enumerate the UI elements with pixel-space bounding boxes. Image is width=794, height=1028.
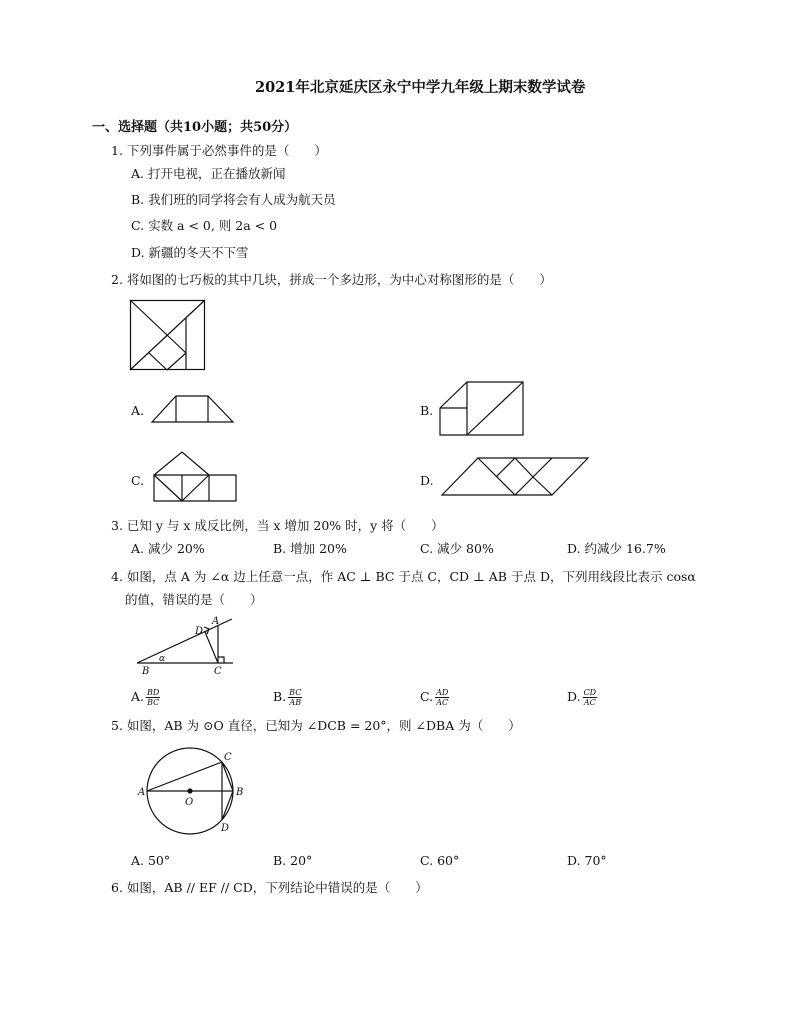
page-title: 2021年北京延庆区永宁中学九年级上期末数学试卷 xyxy=(255,79,586,96)
point-c-label: C xyxy=(224,752,232,763)
option-b-label: B. xyxy=(273,689,287,704)
tangram-figure xyxy=(130,300,205,370)
option-d-denominator: AC xyxy=(583,698,596,707)
option-d-label: D. xyxy=(567,689,581,704)
question-1-option-b: B. 我们班的同学将会有人成为航天员 xyxy=(131,192,336,207)
section-header: 一、选择题（共10小题；共50分） xyxy=(92,120,298,135)
question-3-option-d: D. 约减少 16.7% xyxy=(567,541,666,556)
option-a-trapezoid-figure xyxy=(150,394,235,424)
center-o-label: O xyxy=(185,797,194,808)
circle-figure xyxy=(137,746,252,838)
right-triangle-figure xyxy=(134,612,244,677)
question-1-option-c: C. 实数 a < 0, 则 2a < 0 xyxy=(131,218,278,233)
point-b-label: B xyxy=(142,666,150,677)
question-1-option-d: D. 新疆的冬天不下雪 xyxy=(131,245,249,260)
point-c-label: C xyxy=(214,666,222,677)
question-1-option-a: A. 打开电视，正在播放新闻 xyxy=(131,166,286,181)
question-2-option-c: C. xyxy=(131,473,145,488)
question-1-stem: 1. 下列事件属于必然事件的是（ ） xyxy=(111,143,327,158)
alpha-label: α xyxy=(159,654,166,664)
question-4-option-d xyxy=(567,688,597,707)
question-6-stem: 6. 如图，AB // EF // CD，下列结论中错误的是（ ） xyxy=(111,880,428,895)
option-c-numerator: AD xyxy=(436,688,449,697)
question-4-option-a xyxy=(131,688,160,707)
question-4-stem-line-2: 的值，错误的是（ ） xyxy=(125,592,263,607)
question-3-option-a: A. 减少 20% xyxy=(131,541,205,556)
point-a-label: A xyxy=(212,616,220,627)
option-c-label: C. xyxy=(420,689,434,704)
point-d-label: D xyxy=(221,823,230,834)
question-5-option-d: D. 70° xyxy=(567,853,607,868)
question-4-stem-line-1: 4. 如图，点 A 为 ∠α 边上任意一点，作 AC ⊥ BC 于点 C，CD ⊥ AB 于点 D，下列用线段比表示 cosα xyxy=(111,569,696,584)
question-2-option-a: A. xyxy=(131,403,145,418)
point-b-label: B xyxy=(236,787,244,798)
question-5-stem: 5. 如图，AB 为 ⊙O 直径，已知为 ∠DCB = 20°，则 ∠DBA 为（ ） xyxy=(111,718,521,733)
question-2-option-b: B. xyxy=(420,403,434,418)
question-3-stem: 3. 已知 y 与 x 成反比例，当 x 增加 20% 时，y 将（ ） xyxy=(111,518,444,533)
question-2-stem: 2. 将如图的七巧板的其中几块，拼成一个多边形，为中心对称图形的是（ ） xyxy=(111,272,552,287)
option-b-denominator: AB xyxy=(289,698,302,707)
question-3-option-b: B. 增加 20% xyxy=(273,541,347,556)
question-2-option-d: D. xyxy=(420,473,434,488)
question-5-option-c: C. 60° xyxy=(420,853,460,868)
question-5-option-b: B. 20° xyxy=(273,853,313,868)
option-a-denominator: BC xyxy=(147,698,160,707)
point-d-label: D xyxy=(195,626,204,637)
option-c-denominator: AC xyxy=(436,698,449,707)
option-b-numerator: BC xyxy=(289,688,302,697)
option-d-parallelogram-figure xyxy=(441,457,589,497)
option-d-numerator: CD xyxy=(583,688,597,697)
option-a-label: A. xyxy=(131,689,145,704)
question-5-option-a: A. 50° xyxy=(131,853,171,868)
question-4-option-c xyxy=(420,688,449,707)
question-3-option-c: C. 减少 80% xyxy=(420,541,494,556)
option-a-numerator: BD xyxy=(147,688,160,697)
point-a-label: A xyxy=(138,787,146,798)
option-c-house-figure xyxy=(154,451,238,503)
option-b-figure xyxy=(440,381,525,437)
question-4-option-b xyxy=(273,688,302,707)
